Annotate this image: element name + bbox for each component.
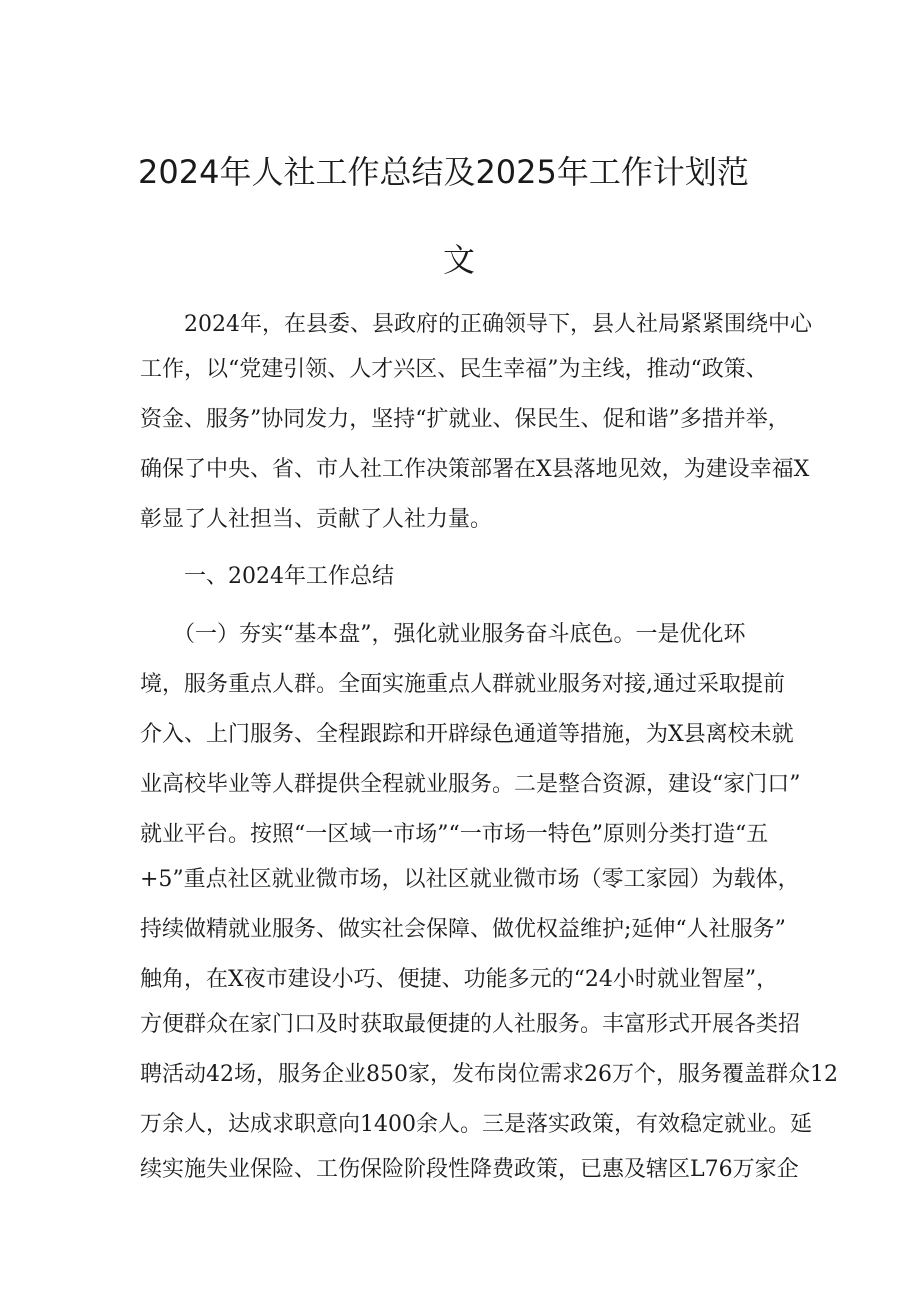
section-heading: 一、2024年工作总结 xyxy=(140,564,394,589)
paragraph-line: 确保了中央、省、市人社工作决策部署在X县落地见效，为建设幸福X xyxy=(140,457,810,482)
paragraph-line: 彰显了人社担当、贡献了人社力量。 xyxy=(140,507,493,532)
document-title-line-2: 文 xyxy=(443,241,476,279)
paragraph-line: 触角，在X夜市建设小巧、便捷、功能多元的“24小时就业智屋”， xyxy=(140,967,779,992)
paragraph-line: 工作，以“党建引领、人才兴区、民生幸福”为主线，推动“政策、 xyxy=(140,357,768,382)
paragraph-line: （一）夯实“基本盘”，强化就业服务奋斗底色。一是优化环 xyxy=(140,622,746,647)
paragraph-line: 就业平台。按照“一区域一市场”“一市场一特色”原则分类打造“五 xyxy=(140,822,769,847)
paragraph-line: 聘活动42场，服务企业850家，发布岗位需求26万个，服务覆盖群众12 xyxy=(140,1062,838,1087)
paragraph-line: 方便群众在家门口及时获取最便捷的人社服务。丰富形式开展各类招 xyxy=(140,1012,801,1037)
paragraph-line: +5”重点社区就业微市场，以社区就业微市场（零工家园）为载体， xyxy=(140,867,800,892)
paragraph-line: 资金、服务”协同发力，坚持“扩就业、保民生、促和谐”多措并举， xyxy=(140,407,790,432)
paragraph-line: 持续做精就业服务、做实社会保障、做优权益维护;延伸“人社服务” xyxy=(140,917,786,942)
paragraph-line: 续实施失业保险、工伤保险阶段性降费政策，已惠及辖区L76万家企 xyxy=(140,1157,799,1182)
paragraph-line: 介入、上门服务、全程跟踪和开辟绿色通道等措施，为X县离校未就 xyxy=(140,722,794,747)
paragraph-line: 境，服务重点人群。全面实施重点人群就业服务对接,通过采取提前 xyxy=(140,672,785,697)
paragraph-line: 业高校毕业等人群提供全程就业服务。二是整合资源，建设“家门口” xyxy=(140,772,801,797)
paragraph-line: 万余人，达成求职意向1400余人。三是落实政策，有效稳定就业。延 xyxy=(140,1112,812,1137)
paragraph-line: 2024年，在县委、县政府的正确领导下，县人社局紧紧围绕中心 xyxy=(140,312,812,337)
document-title-line-1: 2024年人社工作总结及2025年工作计划范 xyxy=(138,153,749,191)
